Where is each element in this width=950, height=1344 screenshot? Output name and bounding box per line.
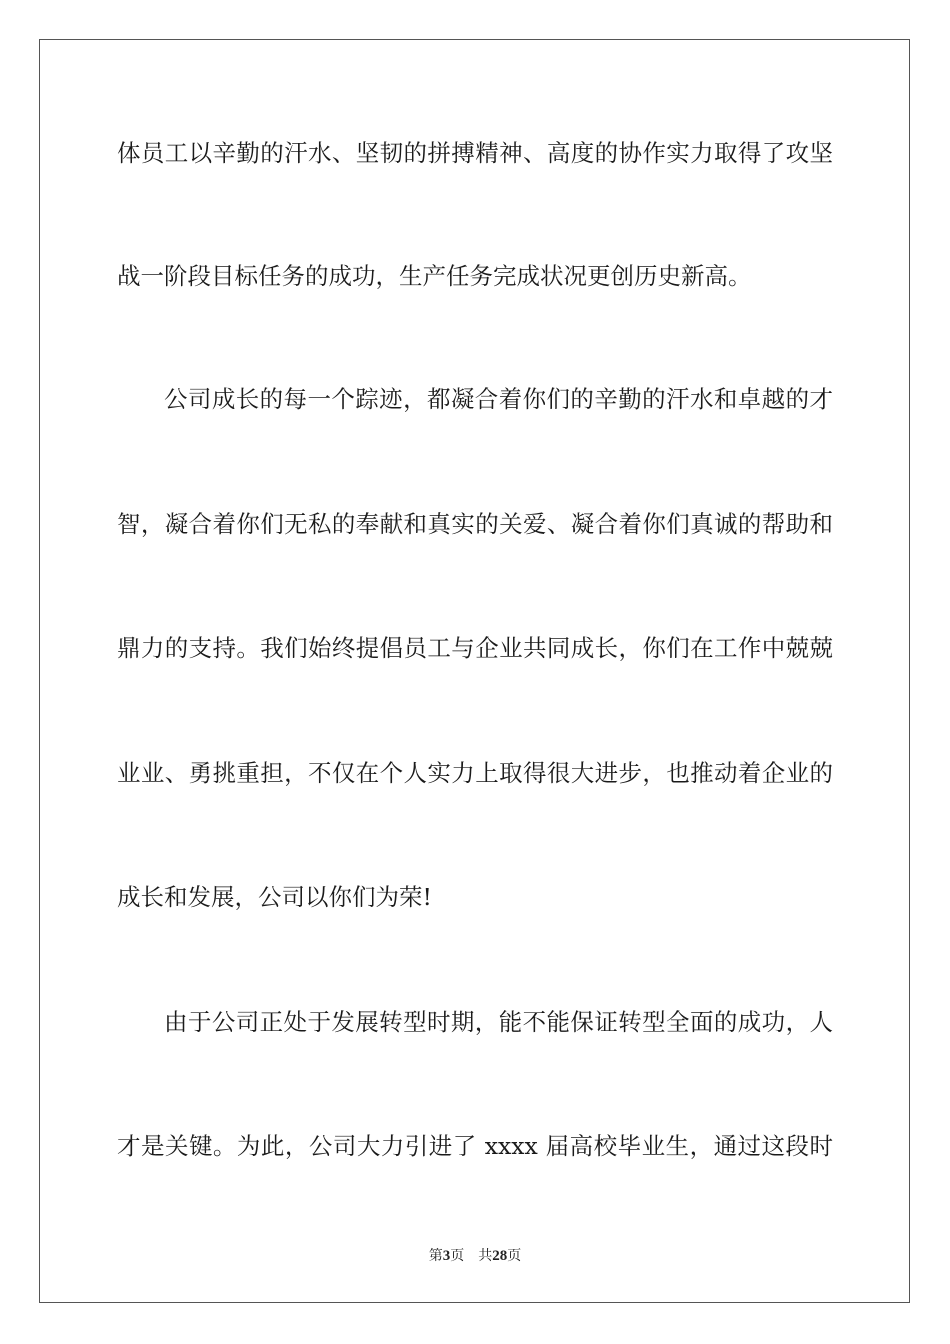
body-text-line: 成长和发展，公司以你们为荣! <box>117 883 432 911</box>
body-text-line: 鼎力的支持。我们始终提倡员工与企业共同成长，你们在工作中兢兢 <box>117 634 833 662</box>
body-text-line: 战一阶段目标任务的成功，生产任务完成状况更创历史新高。 <box>117 262 752 290</box>
page-suffix: 页 <box>450 1248 465 1264</box>
total-pages: 28 <box>492 1248 508 1264</box>
body-text-line: 业业、勇挑重担，不仅在个人实力上取得很大进步，也推动着企业的 <box>117 759 833 787</box>
body-text-line: 体员工以辛勤的汗水、坚韧的拼搏精神、高度的协作实力取得了攻坚 <box>117 139 833 167</box>
body-text-line: 公司成长的每一个踪迹，都凝合着你们的辛勤的汗水和卓越的才 <box>164 385 833 413</box>
body-text-line: 智，凝合着你们无私的奉献和真实的关爱、凝合着你们真诚的帮助和 <box>117 510 833 538</box>
total-prefix: 共 <box>478 1248 493 1264</box>
total-suffix: 页 <box>507 1248 522 1264</box>
page-footer <box>0 1247 950 1265</box>
page-number: 3 <box>442 1248 451 1264</box>
page-border <box>39 39 910 1303</box>
body-text-line: 由于公司正处于发展转型时期，能不能保证转型全面的成功，人 <box>164 1008 833 1036</box>
body-text-line: 才是关键。为此，公司大力引进了 xxxx 届高校毕业生，通过这段时 <box>117 1132 833 1160</box>
page-prefix: 第 <box>428 1248 443 1264</box>
